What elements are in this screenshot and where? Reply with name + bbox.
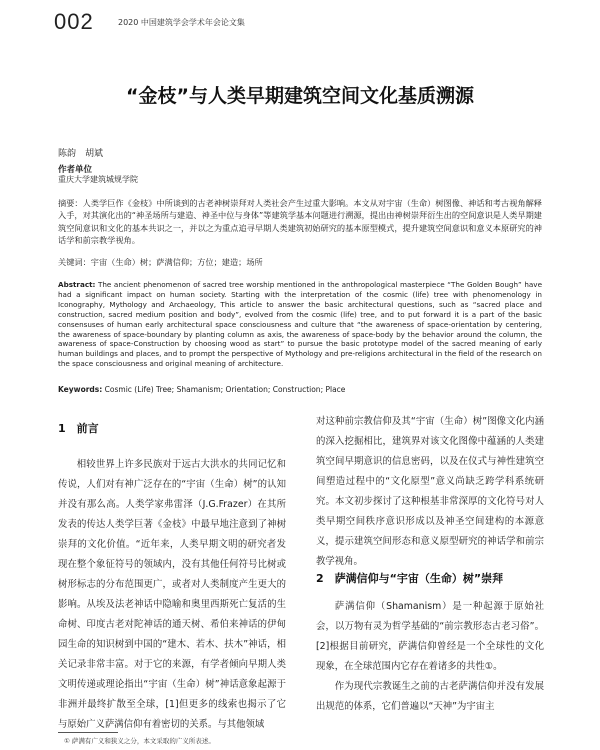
right-column-paragraph: 对这种前宗教信仰及其“宇宙（生命）树”图像文化内涵的深入挖掘相比，建筑界对该文化图像中蕴涵的人类建筑空间早期意识的信息密码，以及在仪式与神性建筑空间塑造过程中的“文化原型”意义尚缺乏跨学科系统研究。本文初步探讨了这种根基非常深厚的文化符号对人类早期空间秩序意识形成以及神圣空间建构的本源意义，提示建筑空间形态和意义原型研究的神话学和前宗教学视角。 [316, 416, 544, 567]
keywords-english [58, 385, 345, 394]
right-column [316, 412, 544, 572]
footnote-divider [58, 732, 118, 733]
section-2-heading: 2 萨满信仰与“宇宙（生命）树”崇拜 [316, 572, 504, 585]
affiliation-label: 作者单位 [58, 165, 93, 175]
keywords-label: Keywords: [58, 385, 103, 394]
affiliation: 重庆大学建筑城规学院 [58, 175, 138, 184]
section-1-paragraph: 相较世界上许多民族对于远古大洪水的共同记忆和传说，人们对有神广泛存在的“宇宙（生命）树”的认知并没有那么高。人类学家弗雷泽（J.G.Frazer）在其所发表的传达人类学巨著《金枝》中最早地注意到了神树崇拜的文化价值。“近年来，人类早期文明的研究者发现在整个象征符号的领域内，没有其他任何符号比树或树形标志的分布范围更广，或者对人类制度产生更大的影响。从埃及法老神话中隐喻和奥里西斯死亡复活的生命树、印度古老对陀神话的通天树、希伯来神话的伊甸园生命的知识树到中国的“建木、若木、扶木”神话，相关记录非常丰富。对于它的来源，有学者倾向早期人类文明传递或理论指出“宇宙（生命）树”神话意象起源于非洲并最终扩散至全球，[1]但更多的线索也揭示了它与原始广义萨满信仰有着密切的关系。与其他领域 [58, 459, 286, 730]
keywords-english-text: Cosmic (Life) Tree; Shamanism; Orientation; Construction; Place [102, 385, 346, 394]
abstract-english [58, 280, 542, 369]
paper-title: “金枝”与人类早期建筑空间文化基质溯源 [126, 85, 474, 107]
authors: 陈韵 胡斌 [58, 149, 104, 159]
running-header: 2020 中国建筑学会学术年会论文集 [118, 18, 245, 27]
section-2-body [316, 597, 544, 717]
section-2-paragraph-1: 萨满信仰（Shamanism）是一种起源于原始社会，以万物有灵为哲学基础的“前宗教形态古老习俗”。[2]根据目前研究，萨满信仰曾经是一个全球性的文化现象，在全球范围内它存在着诸多的共性①。 [316, 601, 544, 672]
section-2-paragraph-2: 作为现代宗教诞生之前的古老萨满信仰并没有发展出规范的体系，它们普遍以“天神”为宇宙主 [316, 681, 544, 712]
page-number: 002 [54, 9, 94, 34]
abstract-chinese: 摘要：人类学巨作《金枝》中所谈到的古老神树崇拜对人类社会产生过重大影响。本文从对宇宙（生命）树图像、神话和考古视角解释入手，对其演化出的“神圣场所与建造、神圣中位与身体”等建筑学基本问题进行溯源，提出由神树崇拜衍生出的空间意识是人类早期建筑空间意识和文化的基本共识之一，并以之为重点追寻早期人类建筑初始研究的基本原型模式，提升建筑空间意识和意义本原研究的神话学和前宗教学视角。 [58, 198, 542, 245]
section-1-heading: 1 前言 [58, 422, 99, 435]
left-column [58, 455, 286, 735]
abstract-english-text: The ancient phenomenon of sacred tree worship mentioned in the anthropological masterpiece “The Golden Bough” have had a significant impact on human society. Starting with the interpretation of the cosmic (life) tree with phenomenology in Iconography, Mythology and Archaeology, This article to answer the basic architectural questions, such as “sacred place and construction, sacred medium position and body”, evolved from the cosmic (life) tree, and to put forward it is a part of the basic consensuses of human early architectural space consciousness and culture that “the awareness of space-orientation by centering, the awareness of space-boundary by planting column as axis, the awareness of space-body by the behavior around the column, the awareness of space-Construction by choosing wood as start” to pursue the basic prototype model of the sacred meaning of early human buildings and places, and to prompt the perspective of Mythology and pre-religions architectural in the field of the research on the space consciousness and original meaning of architecture. [58, 280, 542, 369]
abstract-label: Abstract: [58, 280, 96, 289]
keywords-chinese: 关键词：宇宙（生命）树；萨满信仰；方位；建造；场所 [58, 257, 263, 267]
footnote: ① 萨满有广义和狭义之分，本文采取的广义所表述。 [64, 737, 215, 745]
